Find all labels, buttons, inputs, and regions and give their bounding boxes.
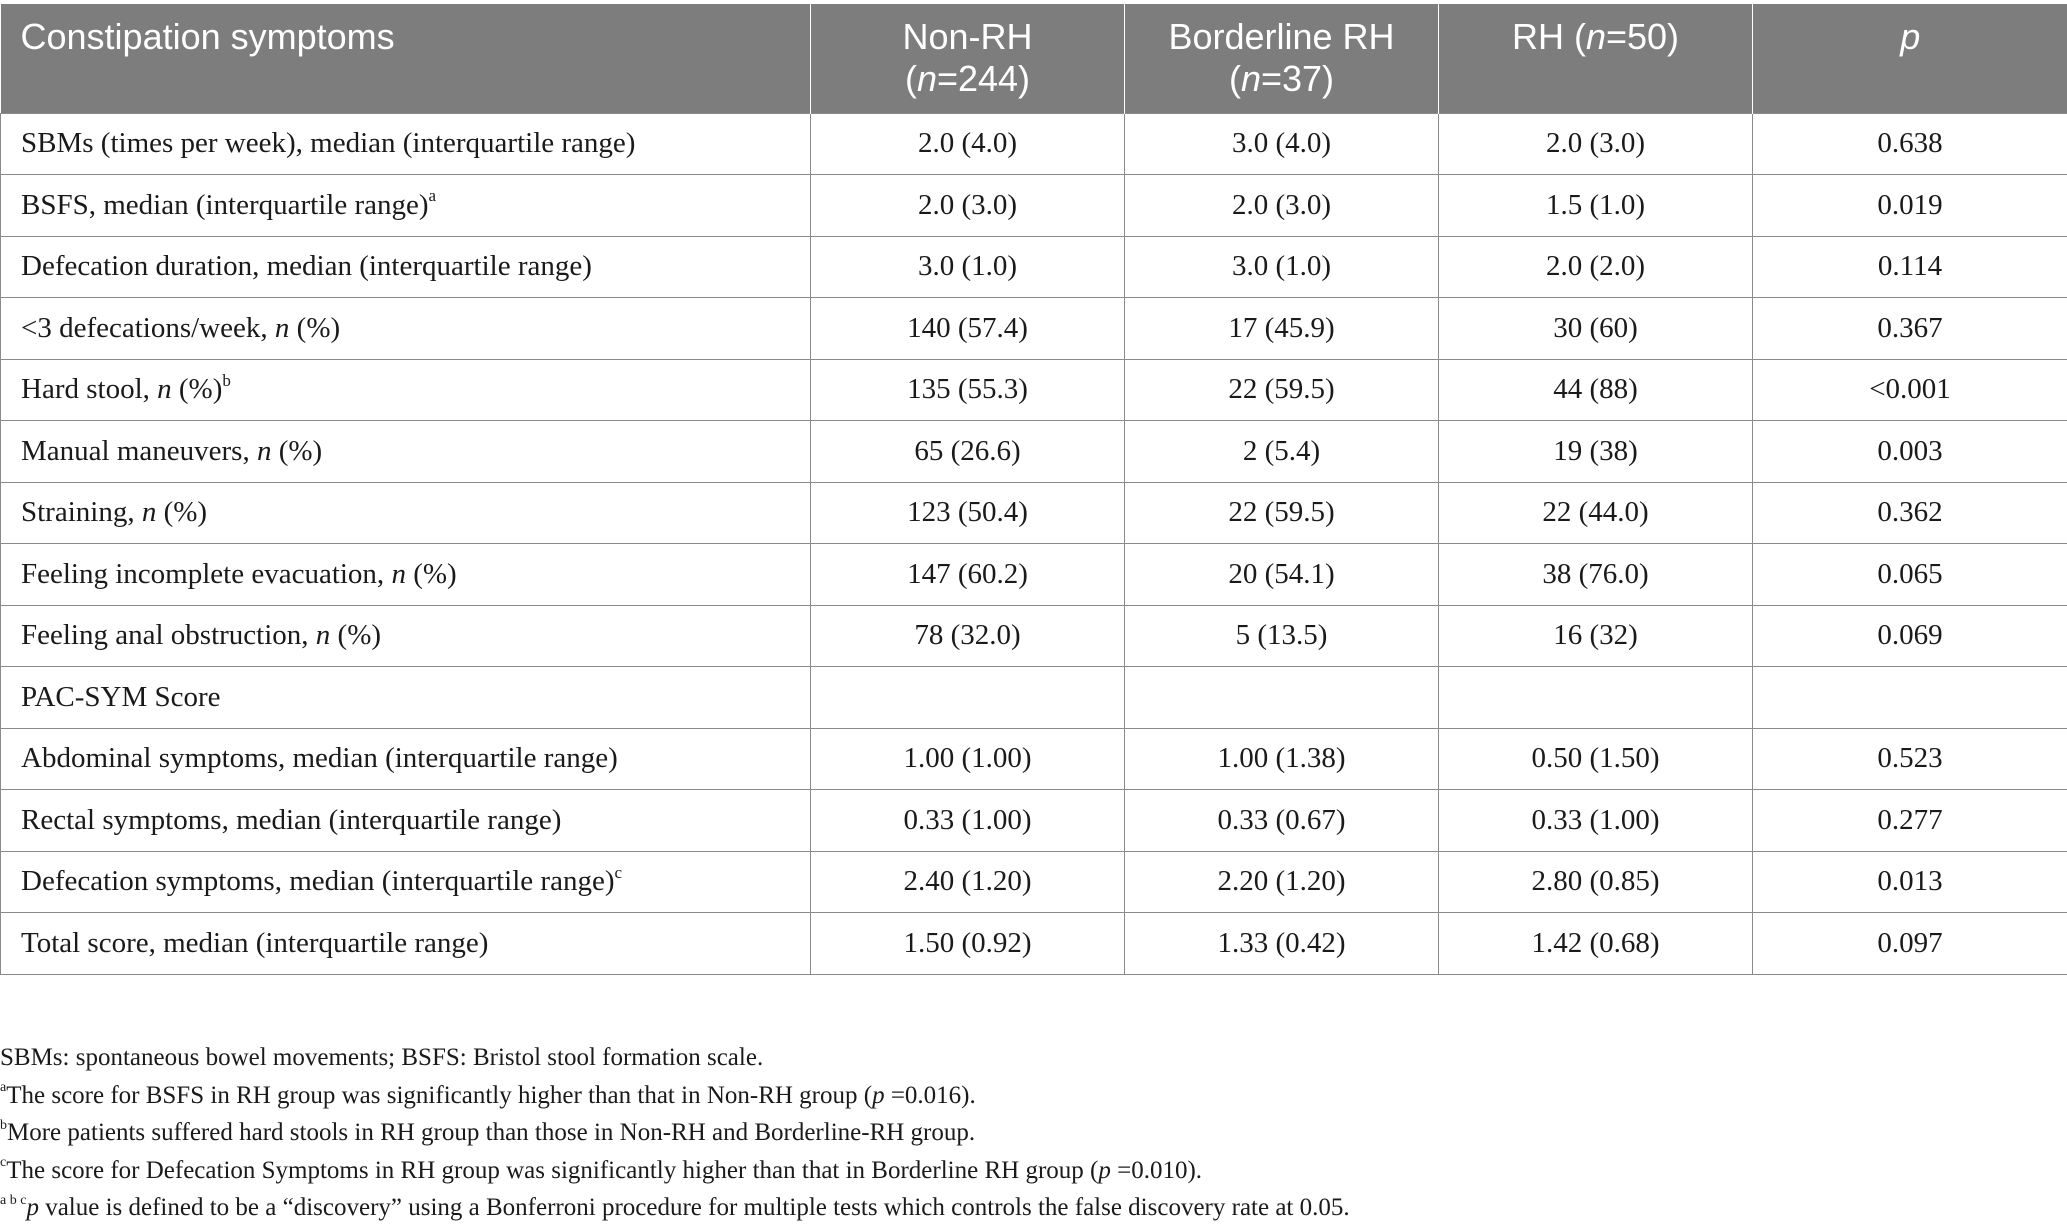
row-label: Defecation symptoms, median (interquartile range)$^c$ [1, 851, 811, 913]
cell-rh: 2.0 (3.0) [1439, 113, 1753, 175]
table-row [1, 298, 2067, 360]
cell-rh: 19 (38) [1439, 421, 1753, 483]
header-borderline-rh: Borderline RH (n=37) [1125, 4, 1439, 113]
cell-borderline-rh: 22 (59.5) [1125, 359, 1439, 421]
cell-non-rh [811, 667, 1125, 729]
cell-borderline-rh: 17 (45.9) [1125, 298, 1439, 360]
cell-p-value [1753, 667, 2067, 729]
cell-rh: 16 (32) [1439, 605, 1753, 667]
cell-borderline-rh [1125, 667, 1439, 729]
cell-borderline-rh: 2.0 (3.0) [1125, 175, 1439, 237]
cell-p-value: <0.001 [1753, 359, 2067, 421]
header-p-value: p [1753, 4, 2067, 113]
table-row [1, 790, 2067, 852]
footnote-abc: $^{a b c}$p value is defined to be a “discovery” using a Bonferroni procedure for multiple tests which controls the false discovery rate at 0.05. [0, 1189, 1350, 1227]
cell-non-rh: 1.00 (1.00) [811, 728, 1125, 790]
header-rh: RH (n=50) [1439, 4, 1753, 113]
cell-non-rh: 0.33 (1.00) [811, 790, 1125, 852]
cell-p-value: 0.277 [1753, 790, 2067, 852]
row-label: Straining, n (%) [1, 482, 811, 544]
row-label: Manual maneuvers, n (%) [1, 421, 811, 483]
cell-rh: 44 (88) [1439, 359, 1753, 421]
cell-non-rh: 123 (50.4) [811, 482, 1125, 544]
footnote-a: $^a$The score for BSFS in RH group was significantly higher than that in Non-RH group (p =0.016). [0, 1077, 1350, 1115]
cell-non-rh: 2.40 (1.20) [811, 851, 1125, 913]
footnote-abbreviations: SBMs: spontaneous bowel movements; BSFS: Bristol stool formation scale. [0, 1039, 1350, 1077]
cell-non-rh: 3.0 (1.0) [811, 236, 1125, 298]
footnotes [0, 1039, 1350, 1227]
table-row [1, 728, 2067, 790]
cell-rh: 2.80 (0.85) [1439, 851, 1753, 913]
footnote-b: $^b$More patients suffered hard stools in RH group than those in Non-RH and Borderline-RH group. [0, 1114, 1350, 1152]
row-label: PAC-SYM Score [1, 667, 811, 729]
cell-p-value: 0.065 [1753, 544, 2067, 606]
cell-non-rh: 78 (32.0) [811, 605, 1125, 667]
cell-p-value: 0.523 [1753, 728, 2067, 790]
cell-borderline-rh: 2 (5.4) [1125, 421, 1439, 483]
cell-rh: 1.42 (0.68) [1439, 913, 1753, 975]
cell-non-rh: 140 (57.4) [811, 298, 1125, 360]
cell-borderline-rh: 1.33 (0.42) [1125, 913, 1439, 975]
table-row [1, 913, 2067, 975]
cell-rh: 0.50 (1.50) [1439, 728, 1753, 790]
footnote-marker: a [429, 186, 437, 205]
cell-p-value: 0.114 [1753, 236, 2067, 298]
cell-rh: 30 (60) [1439, 298, 1753, 360]
row-label: Rectal symptoms, median (interquartile range) [1, 790, 811, 852]
cell-rh: 2.0 (2.0) [1439, 236, 1753, 298]
table-row [1, 482, 2067, 544]
cell-rh: 1.5 (1.0) [1439, 175, 1753, 237]
cell-p-value: 0.013 [1753, 851, 2067, 913]
row-label: Feeling anal obstruction, n (%) [1, 605, 811, 667]
row-label: Hard stool, n (%)$^b$ [1, 359, 811, 421]
header-row [1, 4, 2067, 113]
cell-rh [1439, 667, 1753, 729]
table-row [1, 851, 2067, 913]
row-label: SBMs (times per week), median (interquartile range) [1, 113, 811, 175]
cell-borderline-rh: 5 (13.5) [1125, 605, 1439, 667]
cell-borderline-rh: 3.0 (1.0) [1125, 236, 1439, 298]
cell-p-value: 0.097 [1753, 913, 2067, 975]
cell-non-rh: 2.0 (4.0) [811, 113, 1125, 175]
cell-non-rh: 147 (60.2) [811, 544, 1125, 606]
cell-non-rh: 135 (55.3) [811, 359, 1125, 421]
cell-p-value: 0.003 [1753, 421, 2067, 483]
row-label: Total score, median (interquartile range) [1, 913, 811, 975]
cell-rh: 38 (76.0) [1439, 544, 1753, 606]
cell-borderline-rh: 0.33 (0.67) [1125, 790, 1439, 852]
table-row [1, 113, 2067, 175]
row-label: BSFS, median (interquartile range)$^a$ [1, 175, 811, 237]
table-row [1, 175, 2067, 237]
cell-borderline-rh: 22 (59.5) [1125, 482, 1439, 544]
cell-non-rh: 65 (26.6) [811, 421, 1125, 483]
constipation-symptoms-table [0, 4, 2067, 975]
cell-borderline-rh: 1.00 (1.38) [1125, 728, 1439, 790]
header-constipation-symptoms: Constipation symptoms [1, 4, 811, 113]
row-label: Defecation duration, median (interquartile range) [1, 236, 811, 298]
header-non-rh: Non-RH (n=244) [811, 4, 1125, 113]
cell-non-rh: 2.0 (3.0) [811, 175, 1125, 237]
cell-p-value: 0.362 [1753, 482, 2067, 544]
table-body [1, 113, 2067, 974]
table-row [1, 605, 2067, 667]
cell-borderline-rh: 2.20 (1.20) [1125, 851, 1439, 913]
row-label: Feeling incomplete evacuation, n (%) [1, 544, 811, 606]
footnote-marker: c [614, 863, 622, 882]
cell-borderline-rh: 3.0 (4.0) [1125, 113, 1439, 175]
table-row [1, 667, 2067, 729]
cell-non-rh: 1.50 (0.92) [811, 913, 1125, 975]
cell-p-value: 0.069 [1753, 605, 2067, 667]
cell-rh: 0.33 (1.00) [1439, 790, 1753, 852]
row-label: Abdominal symptoms, median (interquartile range) [1, 728, 811, 790]
cell-p-value: 0.019 [1753, 175, 2067, 237]
row-label: <3 defecations/week, n (%) [1, 298, 811, 360]
table-row [1, 544, 2067, 606]
cell-rh: 22 (44.0) [1439, 482, 1753, 544]
table-container [0, 4, 2067, 975]
cell-p-value: 0.638 [1753, 113, 2067, 175]
cell-borderline-rh: 20 (54.1) [1125, 544, 1439, 606]
table-row [1, 236, 2067, 298]
table-row [1, 421, 2067, 483]
footnote-c: $^c$The score for Defecation Symptoms in RH group was significantly higher than that in Borderline RH group (p =0.010). [0, 1152, 1350, 1190]
footnote-marker: b [222, 371, 231, 390]
table-row [1, 359, 2067, 421]
cell-p-value: 0.367 [1753, 298, 2067, 360]
